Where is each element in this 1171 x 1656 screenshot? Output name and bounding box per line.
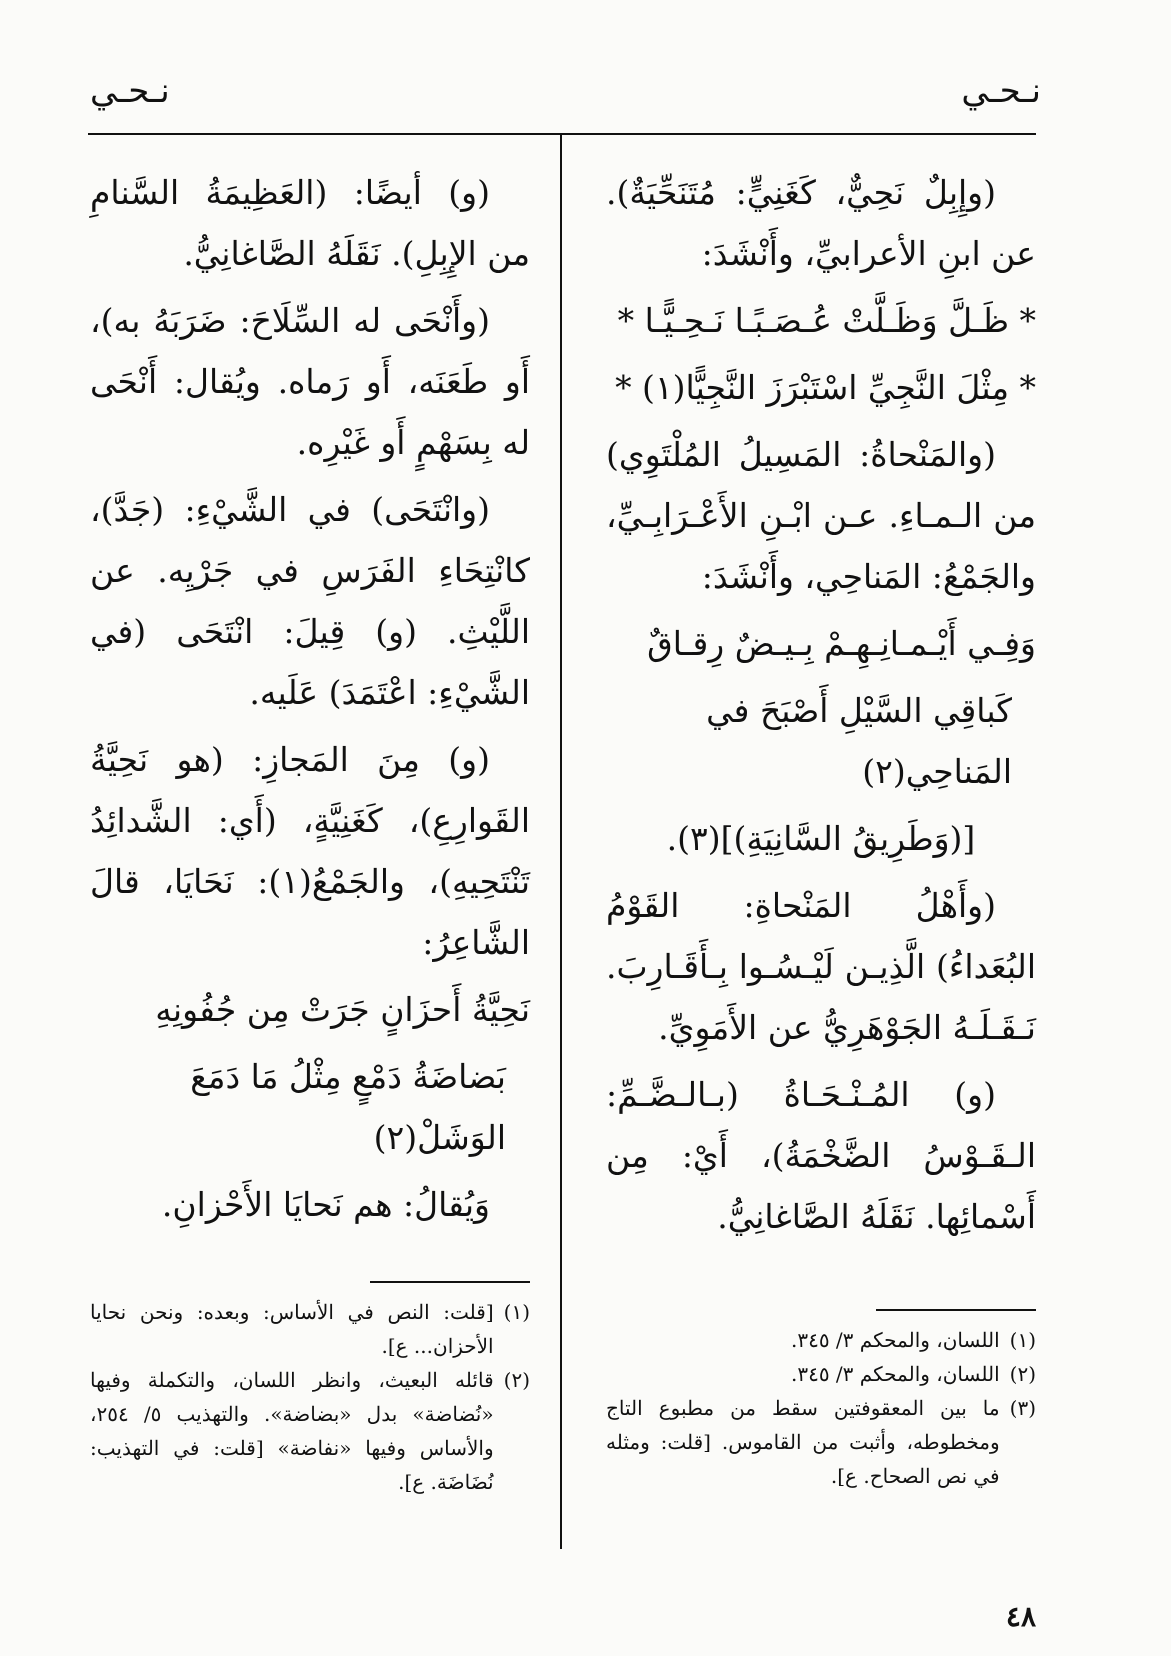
column-divider bbox=[560, 134, 562, 1549]
verse-line: نَحِيَّةُ أَحزَانٍ جَرَتْ مِن جُفُونِهِ bbox=[155, 990, 530, 1029]
verse-line: كَباقِي السَّيْلِ أَصْبَحَ في المَناحِي(٢) bbox=[706, 691, 1012, 791]
paragraph: وَيُقالُ: هم نَحايَا الأَحْزانِ. bbox=[161, 1185, 490, 1224]
footnote-rule bbox=[876, 1309, 1036, 1311]
paragraph: [(وَطَرِيقُ السَّانِيَةِ)](٣). bbox=[666, 819, 976, 858]
footnote-number: (٣) bbox=[1009, 1396, 1036, 1420]
paragraph: (و) مِنَ المَجازِ: (هو نَحِيَّةُ القَوارِعِ)، كَغَنِيَّةٍ، (أَي: الشَّدائِدُ تَنْتَحِيهِ)، والجَمْعُ(١): نَحَايَا، قالَ الشَّاعِرُ: bbox=[90, 740, 530, 962]
footnotes bbox=[90, 1295, 530, 1499]
paragraph: (وانْتَحَى) في الشَّيْءِ: (جَدَّ)، كانْتِحَاءِ الفَرَسِ في جَرْيِه. عن اللَّيْثِ. (و) قِيلَ: انْتَحَى (في الشَّيْءِ: اعْتَمَدَ) عَلَيه. bbox=[90, 490, 530, 712]
footnote-number: (٢) bbox=[1009, 1362, 1036, 1386]
verse-line: وَفِـي أَيْـمـانِـهِـمْ بِـيـضٌ رِقـاقٌ bbox=[647, 624, 1036, 663]
paragraph: (و) المُـنْـحَـاةُ (بـالـضَّـمِّ: الـقَـوْسُ الضَّخْمَةُ)، أَيْ: مِن أَسْمائِها. نَقَلَهُ الصَّاغانِيُّ. bbox=[606, 1075, 1036, 1236]
verse-line: * مِثْلَ النَّجِيِّ اسْتَبْرَزَ النَّجِيًّا(١) * bbox=[615, 368, 1036, 407]
right-column bbox=[606, 162, 1036, 1493]
footnote-number: (١) bbox=[1009, 1328, 1036, 1352]
footnote-rule bbox=[370, 1281, 530, 1283]
footnote bbox=[90, 1295, 530, 1363]
footnote bbox=[606, 1391, 1036, 1493]
footnote-text: [قلت: النص في الأساس: وبعده: ونحن نحايا الأحزان... ع]. bbox=[90, 1300, 494, 1358]
paragraph: (وأَنْحَى له السِّلَاحَ: ضَرَبَهُ به)، أَو طَعَنَه، أَو رَماه. ويُقال: أَنْحَى له بِسَهْمٍ أَو غَيْرِه. bbox=[90, 301, 530, 462]
page-number: ٤٨ bbox=[1005, 1600, 1036, 1633]
footnote bbox=[90, 1363, 530, 1499]
verse-line: بَضاضَةُ دَمْعٍ مِثْلُ مَا دَمَعَ الوَشَلْ(٢) bbox=[190, 1057, 506, 1157]
left-column bbox=[90, 162, 530, 1499]
footnote bbox=[606, 1323, 1036, 1357]
footnotes bbox=[606, 1323, 1036, 1493]
footnote bbox=[606, 1357, 1036, 1391]
footnote-text: قائله البعيث، وانظر اللسان، والتكملة وفيها «نُضاضة» بدل «بضاضة». والتهذيب ٥/ ٢٥٤، والأساس وفيها «نفاضة» [قلت: في التهذيب: نُضَاضَة. ع]. bbox=[90, 1368, 494, 1494]
verse-line: * ظَـلَّ وَظَـلَّتْ عُـصَـبًـا نَـحِـيًّـا * bbox=[617, 301, 1036, 340]
header-rule bbox=[88, 133, 1036, 135]
paragraph: (و) أيضًا: (العَظِيمَةُ السَّنامِ من الإِبِلِ). نَقَلَهُ الصَّاغانِيُّ. bbox=[90, 173, 530, 273]
footnote-number: (٢) bbox=[503, 1368, 530, 1392]
footnote-text: ما بين المعقوفتين سقط من مطبوع التاج ومخطوطه، وأثبت من القاموس. [قلت: ومثله في نص الصحاح. ع]. bbox=[606, 1396, 1000, 1488]
running-header-left: نـحـي bbox=[90, 71, 170, 111]
footnote-number: (١) bbox=[503, 1300, 530, 1324]
footnote-text: اللسان، والمحكم ٣/ ٣٤٥. bbox=[790, 1328, 1000, 1352]
paragraph: (وإِبِلٌ نَحِيٌّ، كَغَنِيٍّ: مُتَنَحِّيَةٌ). عن ابنِ الأعرابيِّ، وأَنْشَدَ: bbox=[606, 173, 1036, 273]
paragraph: (والمَنْحاةُ: المَسِيلُ المُلْتَوِي) من الـمـاءِ. عـن ابْـنِ الأَعْـرَابِـيِّ، والجَمْعُ: المَناحِي، وأَنْشَدَ: bbox=[606, 435, 1036, 596]
footnote-text: اللسان، والمحكم ٣/ ٣٤٥. bbox=[790, 1362, 1000, 1386]
running-header-right: نـحـي bbox=[961, 71, 1041, 111]
paragraph: (وأَهْلُ المَنْحاةِ: القَوْمُ البُعَداءُ) الَّذِيـن لَيْـسُـوا بِـأَقَـارِبَ. نَـقَـلَـهُ الجَوْهَرِيُّ عن الأَمَوِيِّ. bbox=[606, 886, 1036, 1047]
